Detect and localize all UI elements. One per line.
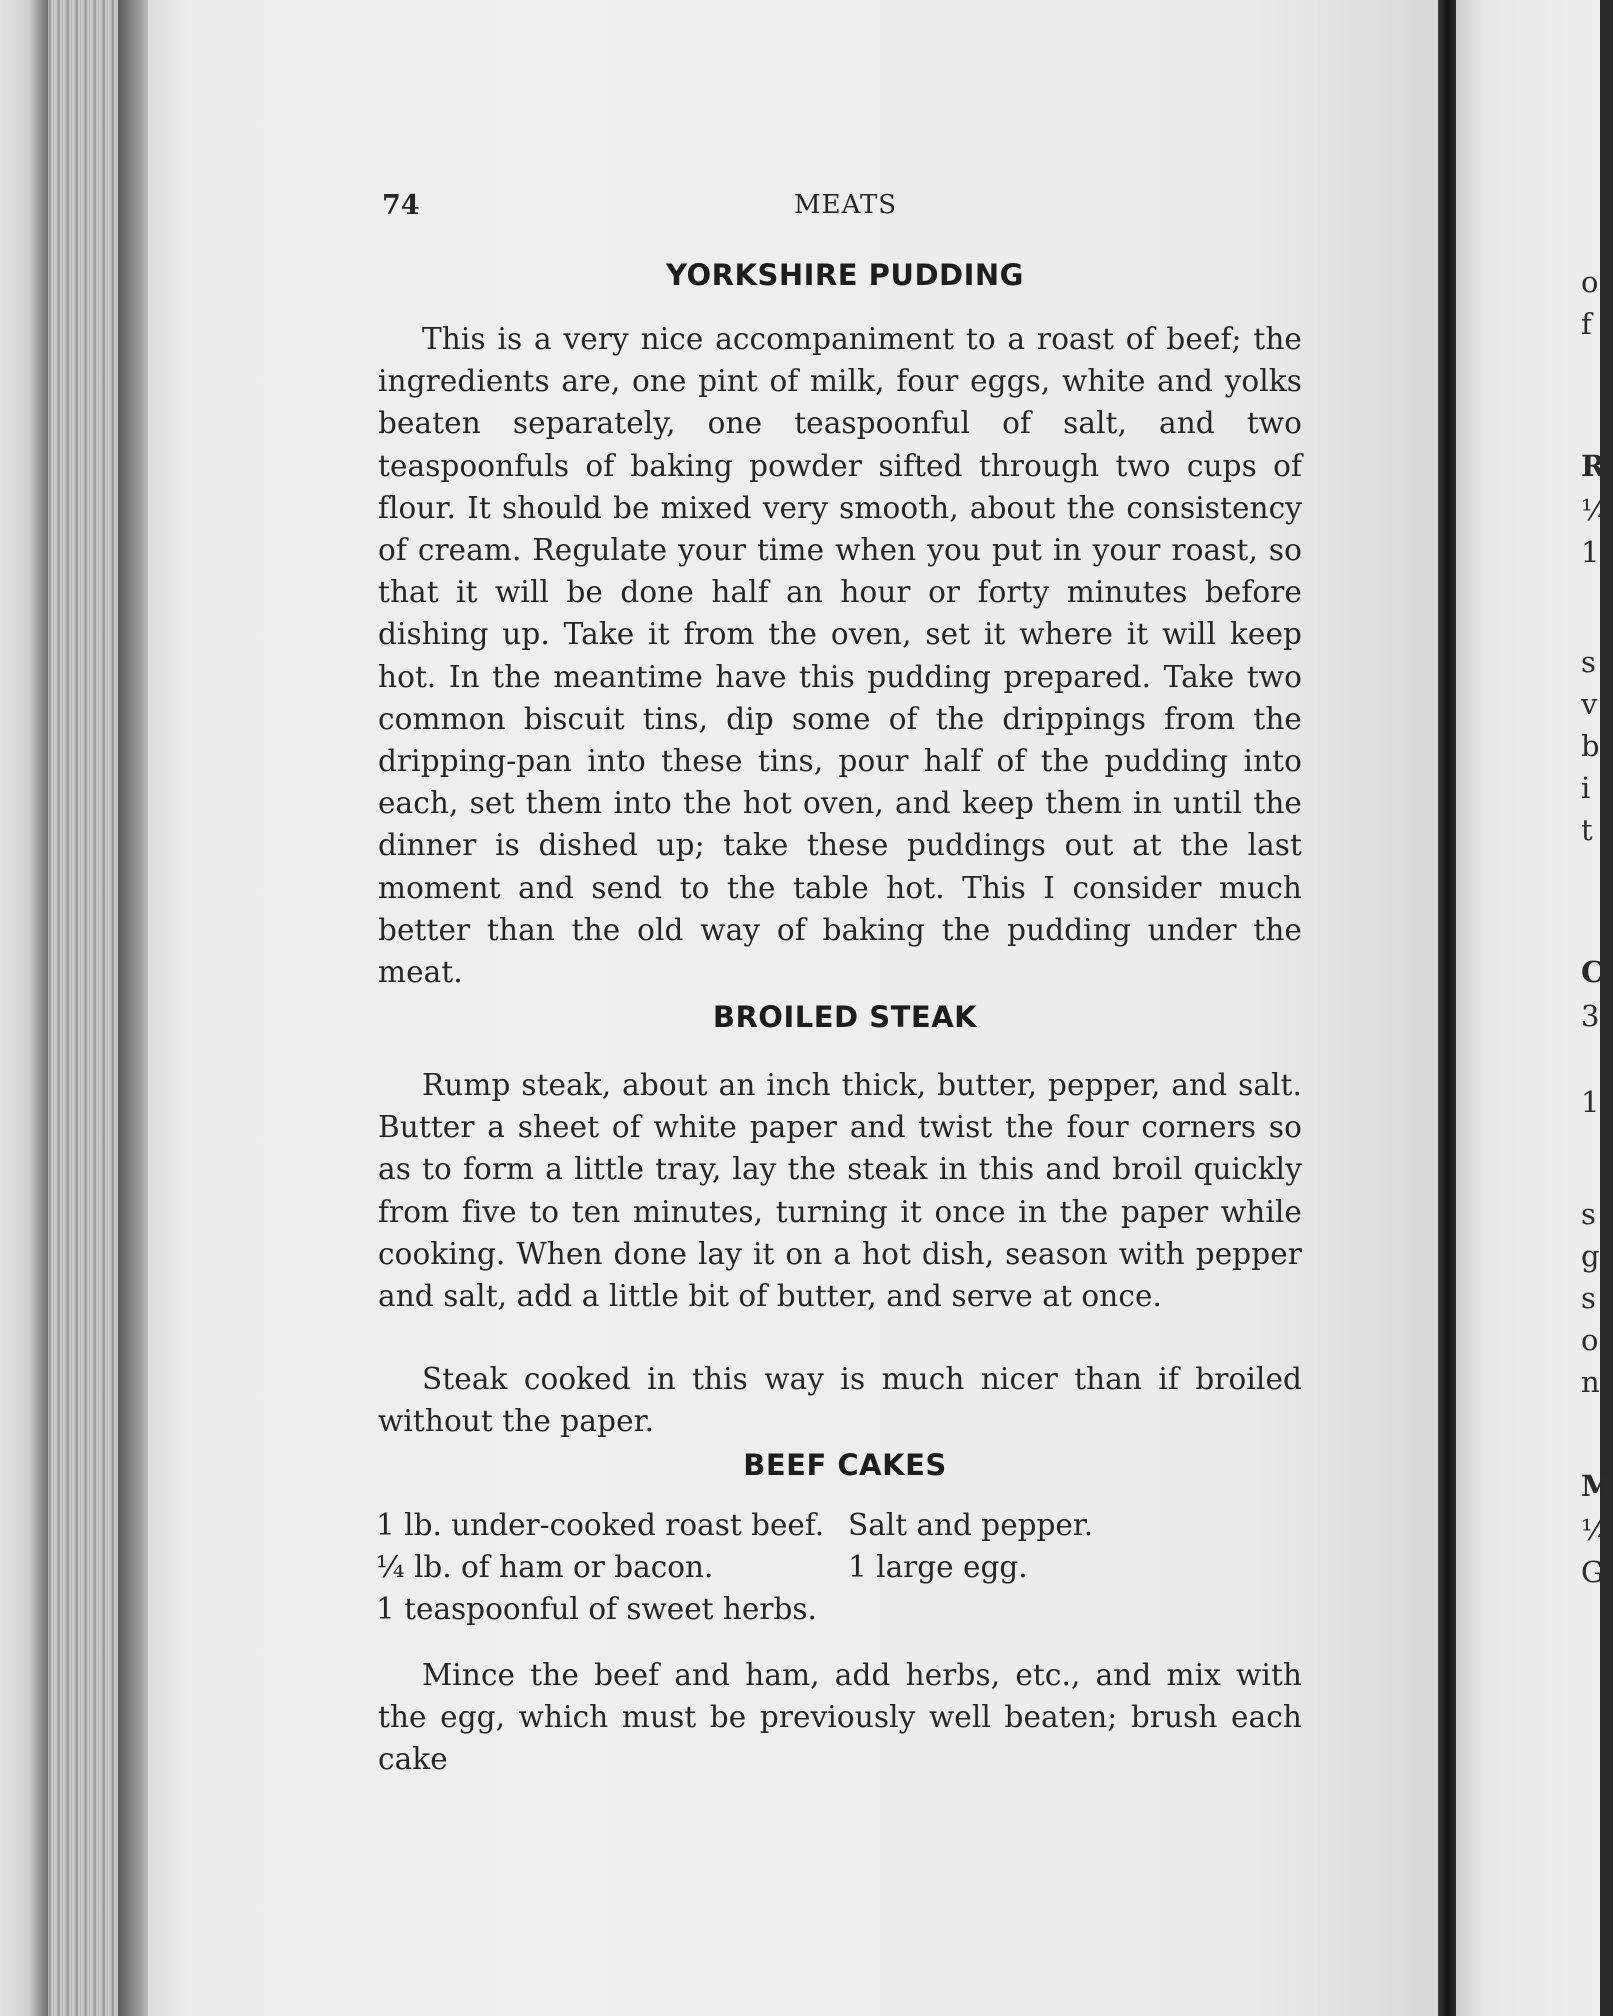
recipe-body-beef-cakes: Mince the beef and ham, add herbs, etc., and mix with the egg, which must be previously well beaten; brush each cake (378, 1658, 1302, 1777)
ingredient-item: 1 lb. under-cooked roast beef. (376, 1508, 825, 1542)
facing-fragment: i (1581, 771, 1591, 805)
ingredient-item: Salt and pepper. (848, 1508, 1094, 1542)
facing-fragment: o (1581, 1323, 1599, 1357)
recipe-body-yorkshire: This is a very nice accompaniment to a roast of beef; the ingredients are, one pint of milk, four eggs, white and yolks beaten separately, one teaspoonful of salt, and two teaspoonfuls of baking powder sifted through two cups of flour. It should be mixed very smooth, about the consistency of cream. Regulate your time when you put in your roast, so that it will be done half an hour or forty minutes before dishing up. Take it from the oven, set it where it will keep hot. In the meantime have this pudding prepared. Take two common biscuit tins, dip some of the drippings from the dripping-pan into these tins, pour half of the pudding into each, set them into the hot oven, and keep them in until the dinner is dished up; take these puddings out at the last moment and send to the table hot. This I consider much better than the old way of baking the pudding under the meat. (378, 322, 1302, 990)
facing-page (1456, 0, 1600, 2016)
facing-fragment: o (1581, 265, 1599, 299)
facing-fragment: n (1581, 1365, 1600, 1399)
facing-fragment: v (1581, 687, 1598, 721)
facing-fragment: s (1581, 1197, 1596, 1231)
facing-fragment: C (1581, 955, 1605, 989)
facing-fragment: ¼ (1581, 493, 1610, 527)
facing-fragment: f (1581, 307, 1592, 341)
page-number: 74 (382, 190, 420, 221)
facing-fragment: 3 (1581, 999, 1600, 1033)
facing-fragment: s (1581, 1281, 1596, 1315)
book-gutter (1438, 0, 1456, 2016)
facing-fragment: 1 (1581, 1085, 1600, 1119)
facing-fragment: R (1581, 449, 1606, 483)
ingredient-item: ¼ lb. of ham or bacon. (376, 1550, 714, 1584)
facing-fragment: b (1581, 729, 1600, 763)
recipe-body-broiled-steak: Rump steak, about an inch thick, butter, pepper, and salt. Butter a sheet of white paper and twist the four corners so as to form a little tray, lay the steak in this and broil quickly from five to ten minutes, turning it once in the paper while cooking. When done lay it on a hot dish, season with pepper and salt, add a little bit of butter, and serve at once. (378, 1068, 1302, 1314)
facing-fragment: 1 (1581, 535, 1600, 569)
facing-fragment: M (1581, 1469, 1613, 1503)
facing-fragment: t (1581, 813, 1593, 847)
ingredient-item: 1 teaspoonful of sweet herbs. (376, 1592, 817, 1626)
recipe-title-broiled-steak: BROILED STEAK (712, 1000, 978, 1034)
recipe-title-beef-cakes: BEEF CAKES (743, 1448, 947, 1482)
facing-fragment: s (1581, 645, 1596, 679)
facing-fragment: ¼ (1581, 1513, 1610, 1547)
facing-fragment: g (1581, 1239, 1600, 1273)
recipe-note-broiled-steak: Steak cooked in this way is much nicer than if broiled without the paper. (378, 1362, 1302, 1439)
ingredient-item: 1 large egg. (848, 1550, 1028, 1584)
section-label: MEATS (794, 190, 898, 220)
recipe-title-yorkshire: YORKSHIRE PUDDING (666, 258, 1024, 292)
running-head (382, 190, 1312, 230)
facing-fragment: G (1581, 1555, 1605, 1589)
